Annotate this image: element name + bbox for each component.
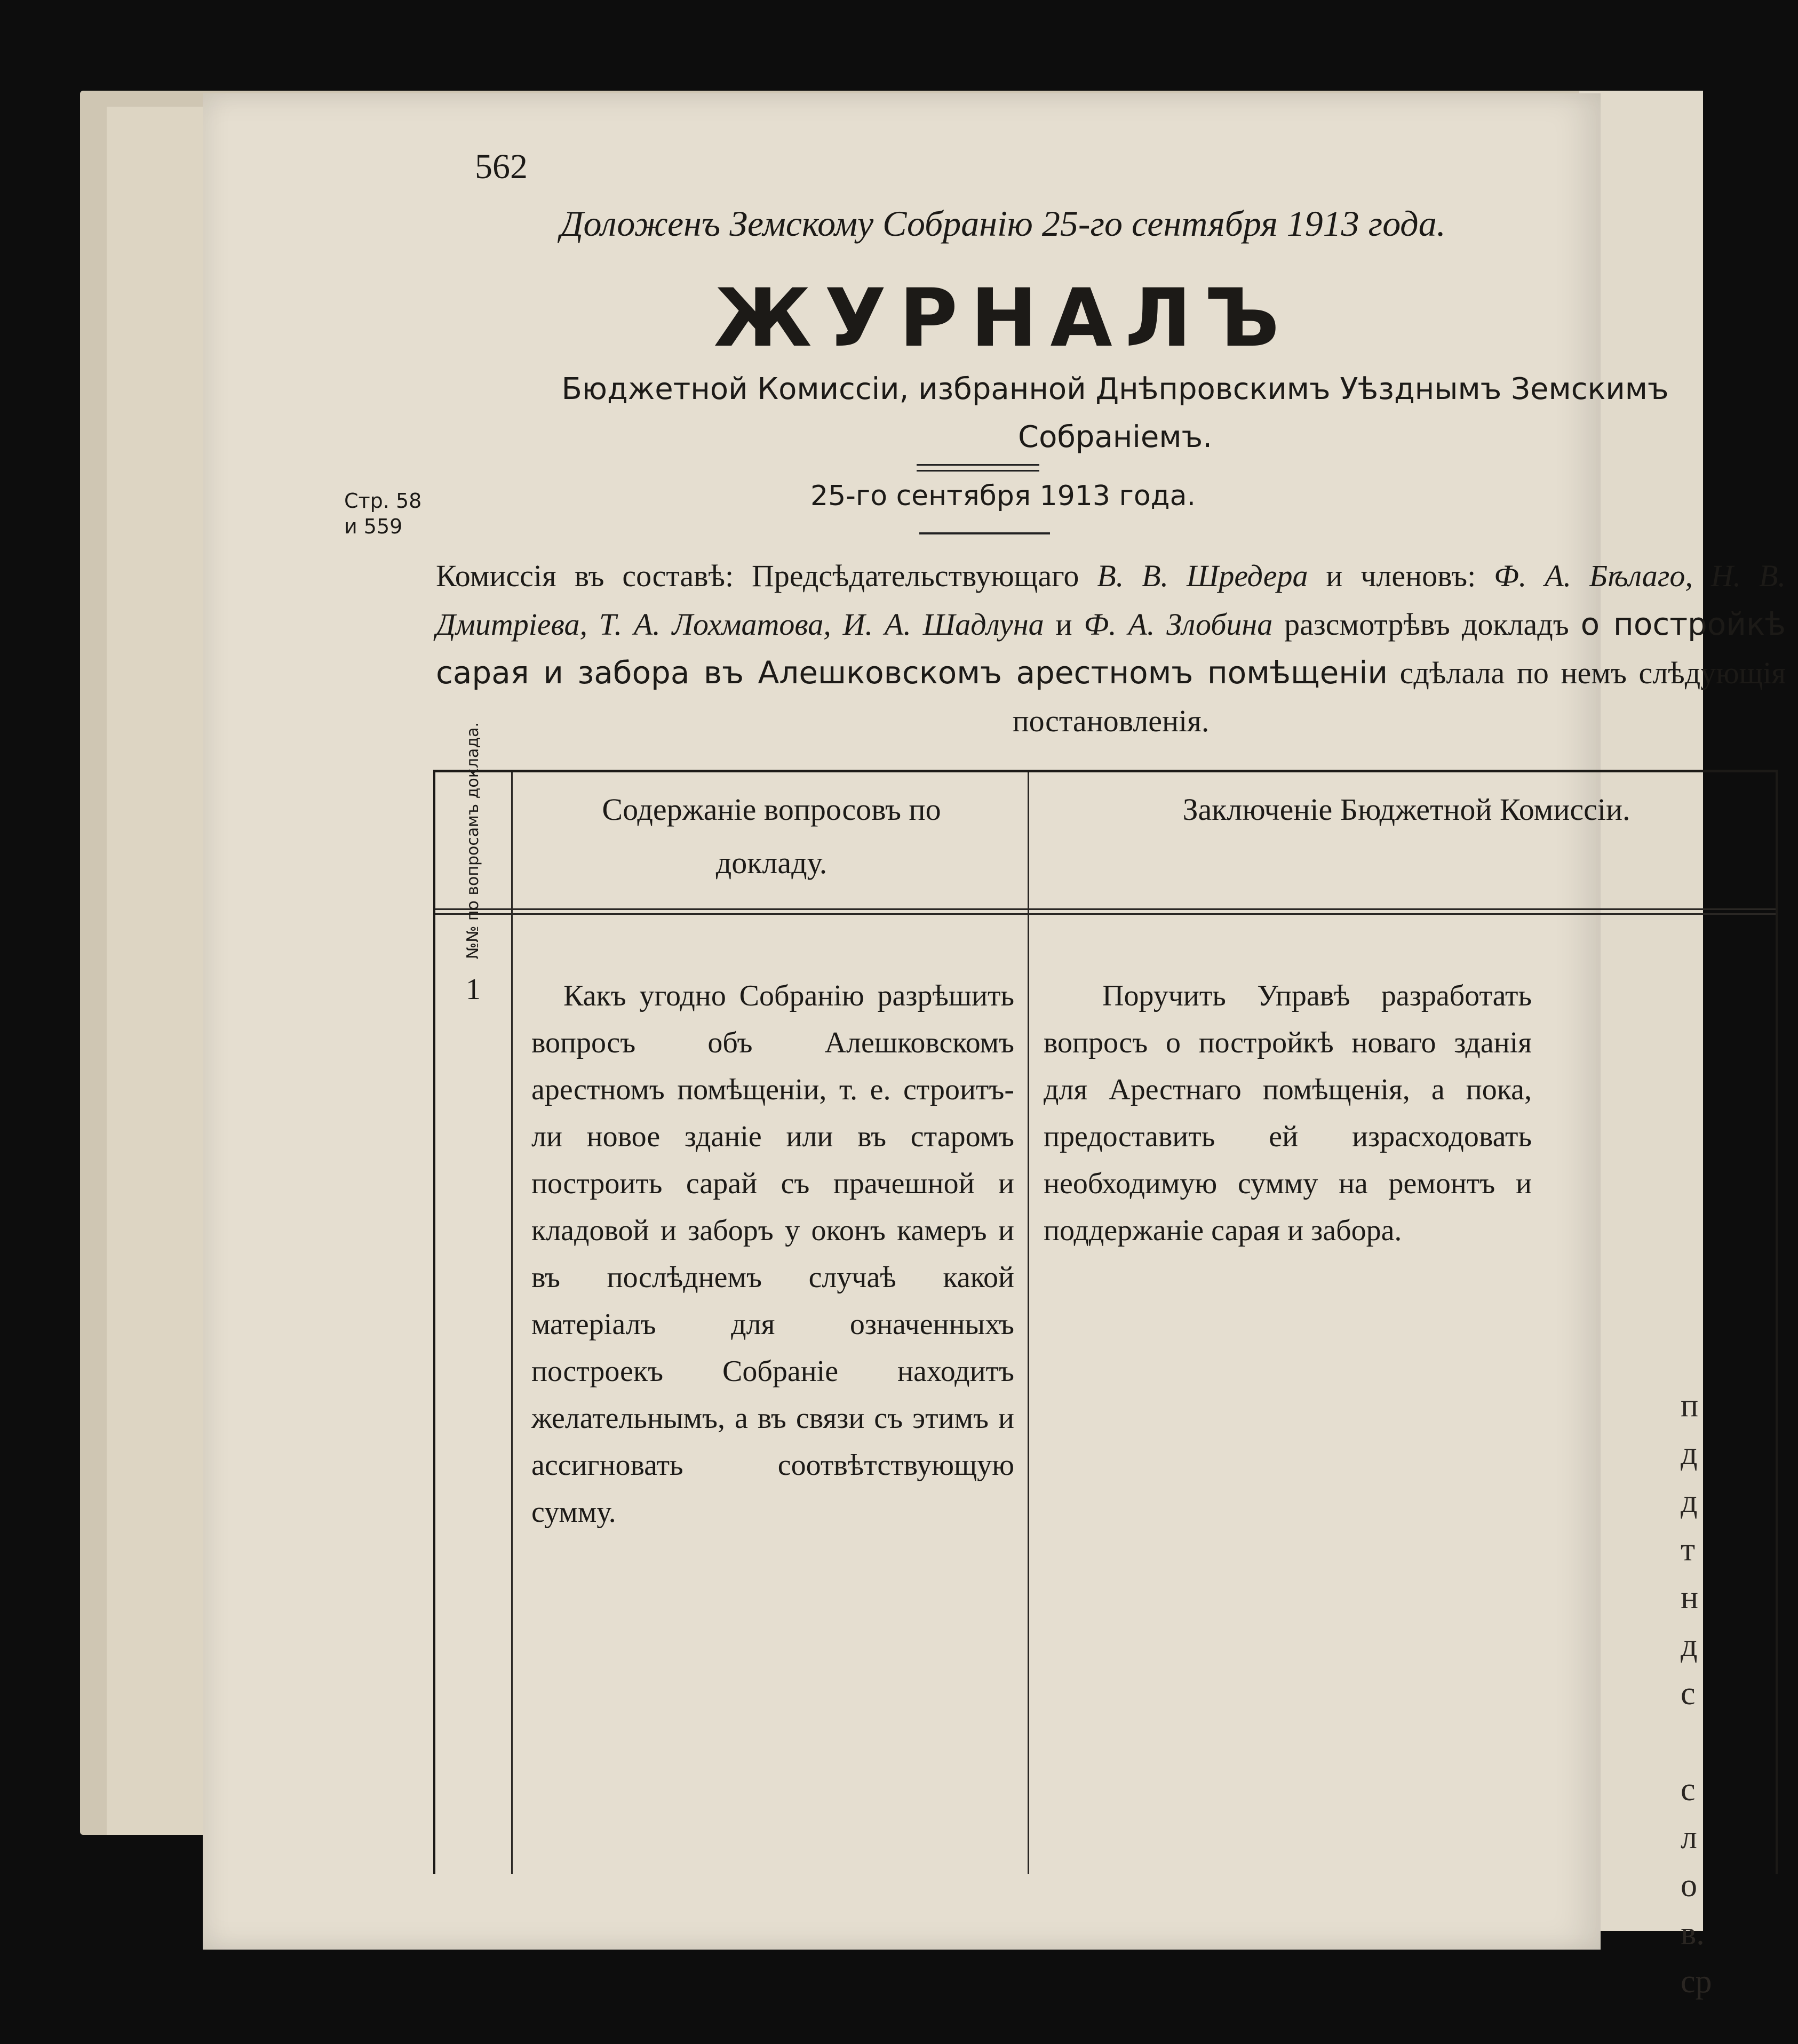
intro-text: и членовъ: <box>1308 558 1494 593</box>
journal-title: ЖУРНАЛЪ <box>713 272 1293 365</box>
meeting-date: 25-го сентября 1913 года. <box>810 480 1196 512</box>
page-number: 562 <box>475 147 528 186</box>
margin-reference-line-2: и 559 <box>344 515 403 538</box>
header-question-number-text: №№ по вопросамъ доклада. <box>464 722 483 959</box>
header-rule <box>435 908 1776 915</box>
facing-page-fragment: д <box>1681 1435 1698 1472</box>
facing-page-fragment: с <box>1681 1675 1696 1712</box>
header-content: Содержаніе вопросовъ по докладу. <box>602 792 941 880</box>
column-divider <box>511 772 513 1874</box>
facing-page-fragment: н <box>1681 1579 1699 1616</box>
intro-text: сдѣлала по немъ слѣдующія постановленія. <box>1012 656 1786 738</box>
intro-paragraph <box>436 552 1786 745</box>
chairman-name: В. В. Шредера <box>1097 558 1308 593</box>
margin-reference <box>344 488 421 539</box>
commission-conclusion: Поручить Управѣ разработать вопросъ о постройкѣ новаго зданія для Арестнаго помѣщенія, а пока, предоставить ей израсходовать необходимую сумму на ремонтъ и поддержаніе сарая и забора. <box>1044 979 1532 1247</box>
report-subject: о постройкѣ сарая и забора въ Алешковскомъ арестномъ помѣщеніи <box>436 606 1786 691</box>
column-divider <box>1028 772 1029 1874</box>
margin-reference-line-1: Стр. 58 <box>344 489 422 513</box>
facing-page-fragment: в. <box>1681 1915 1705 1952</box>
subtitle-line-2: Собраніемъ. <box>1018 420 1212 454</box>
facing-page-fragment: п <box>1681 1387 1699 1424</box>
facing-page-fragment: т <box>1681 1531 1696 1568</box>
intro-text: Комиссія въ составѣ: Предсѣдательствующаго <box>436 558 1097 593</box>
member-names: Ф. А. Бѣлаго, Н. В. Дмитріева, Т. А. Лохматова, И. А. Шадлуна <box>436 558 1786 642</box>
header-question-number <box>435 722 511 959</box>
facing-page-fragment: д <box>1681 1483 1698 1520</box>
question-content: Какъ угодно Собранію разрѣшить вопросъ объ Алешковскомъ арестномъ помѣщеніи, т. е. строитъ-ли новое зданіе или въ старомъ построить сарай съ прачешной и кладовой и заборъ у оконъ камеръ и въ послѣднемъ случаѣ какой матеріалъ для означенныхъ построекъ Собраніе находитъ желательнымъ, а въ связи съ этимъ и ассигновать соотвѣтствующую сумму. <box>531 979 1014 1529</box>
resolutions-table <box>433 722 1778 1874</box>
facing-page-fragment: с <box>1681 1771 1696 1808</box>
reported-line: Доложенъ Земскому Собранію 25-го сентября 1913 года. <box>560 203 1446 244</box>
facing-page-fragment: ср <box>1681 1963 1712 2000</box>
header-conclusion: Заключеніе Бюджетной Комиссіи. <box>1182 792 1630 827</box>
journal-subtitle <box>432 365 1798 461</box>
row-number: 1 <box>466 973 481 1006</box>
intro-text: и <box>1044 607 1084 642</box>
member-name-last: Ф. А. Злобина <box>1084 607 1273 642</box>
single-rule <box>919 532 1050 534</box>
facing-page-fragment: л <box>1681 1819 1697 1856</box>
intro-text: разсмотрѣвъ докладъ <box>1272 607 1581 642</box>
document-page <box>203 93 1786 1950</box>
facing-page-fragment: о <box>1681 1867 1697 1904</box>
double-rule <box>917 464 1039 472</box>
subtitle-line-1: Бюджетной Комиссіи, избранной Днѣпровскимъ Уѣзднымъ Земскимъ <box>561 372 1669 406</box>
facing-page-fragment: д <box>1681 1627 1698 1664</box>
